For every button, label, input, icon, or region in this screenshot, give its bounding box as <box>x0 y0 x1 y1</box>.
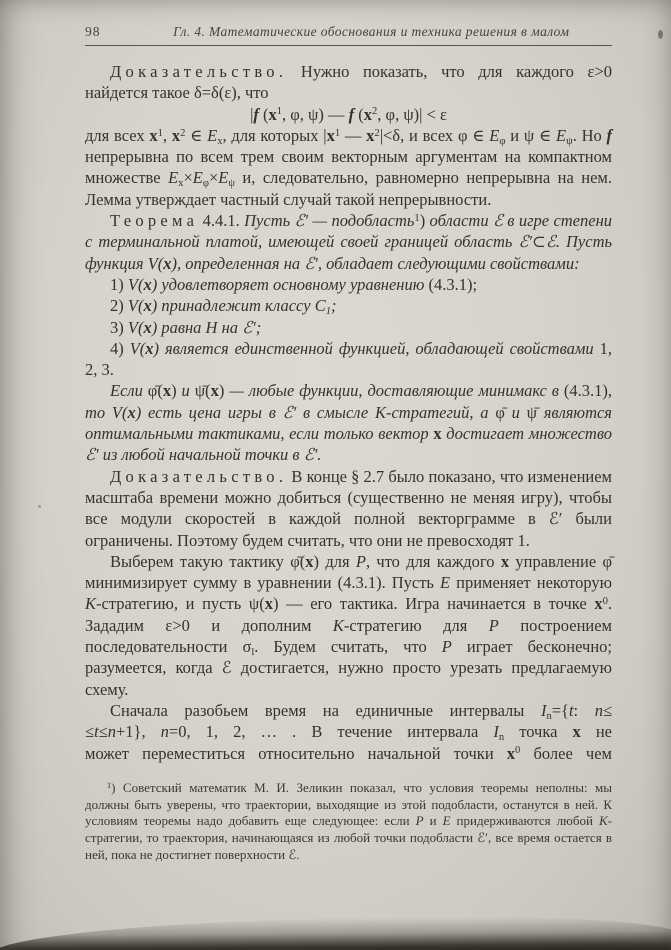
theorem-conclusion: Если φ̄(x) и ψ̄(x) — любые функции, доставляющие минимакс в (4.3.1), то V(x) есть цена игры в ℰ′ в смысле K-стратегий, а φ̄ и ψ̄ являются оптимальными тактиками, если только вектор x достигает множество ℰ′ из любой начальной точки в ℰ′. <box>85 381 613 465</box>
theorem-item-3: 3) V(x) равна H на ℰ′; <box>110 317 262 337</box>
spaced-word-teorema: Теорема <box>110 211 199 231</box>
running-head <box>85 24 612 40</box>
theorem-item-2: 2) V(x) принадлежит классу $C_1$; <box>110 296 337 317</box>
spaced-word-dokazatelstvo: Доказательство. <box>110 62 288 81</box>
paragraph-time-intervals: Сначала разобьем время на единичные интервалы $I_n=\{t$: n≤ ≤t≤n+1}, n=0, 1, 2, … . В течение интервала $I_n$ точка x не может переместиться относительно начальной точки $x^0$ более чем <box>85 700 612 763</box>
paragraph-lemma-continuation: для всех $x^1$, $x^2$ ∈ $E_x$, для которых $|x^1$ — $x^2|<\delta$, и всех φ ∈ $E_\varphi$ и ψ ∈ $E_\psi$. Но f непрерывна по всем трем своим векторным аргументам на компактном множестве $E_x\times E_\varphi\times E_\psi$ и, следовательно, равномерно непрерывна на нем. Лемма утверждает частный случай такой непрерывности. <box>85 125 613 209</box>
text-column <box>85 61 612 764</box>
running-title: Гл. 4. Математические обоснования и техника решения в малом <box>173 24 570 39</box>
footnote-1: $^1$) Советский математик М. И. Зеликин показал, что условия теоремы неполны: мы должны быть уверены, что траектории, выходящие из этой подобласти, останутся в ней. К условиям теоремы надо добавить еще следующее: если P и E придерживаются любой K-стратегии, то траектория, начинающаяся из любой точки подобласти ℰ′, все время остается в ней, пока не достигнет поверхности ℰ. <box>85 779 612 862</box>
paragraph-proof-theorem: Доказательство. В конце § 2.7 было показано, что изменением масштаба времени можно добиться (существенно не меняя игру), чтобы все модули скоростей в каждой полной векторграмме в ℰ′ были ограничены. Поэтому будем считать, что они не превосходят 1. <box>85 466 612 550</box>
formula-uniform-continuity: |f ($x^1$, φ, ψ) — f ($x^2$, φ, ψ)| < ε <box>250 104 447 124</box>
scan-speck <box>38 505 41 508</box>
page-bottom-shadow <box>0 916 671 950</box>
page-number: 98 <box>85 24 101 39</box>
theorem-441: Теорема 4.4.1. Пусть ℰ′ — подобласть$^1$) области ℰ в игре степени с терминальной платой, имеющей своей границей область ℰ′⊂ℰ. Пусть функция V(x), определенная на ℰ′, обладает следующими свойствами: <box>85 211 613 273</box>
footnote <box>85 780 612 864</box>
page-content <box>85 24 612 864</box>
paragraph-proof-lemma: Доказательство. Нужно показать, что для каждого ε>0 найдется такое δ=δ(ε), что <box>85 62 612 103</box>
theorem-item-1: 1) V(x) удовлетворяет основному уравнению (4.3.1); <box>110 274 478 294</box>
scan-speck <box>658 30 663 39</box>
spaced-word-dokazatelstvo: Доказательство. <box>110 466 288 486</box>
theorem-item-4: 4) V(x) является единственной функцией, обладающей свойствами 1, 2, 3. <box>85 338 613 380</box>
header-rule <box>85 45 612 46</box>
paragraph-tactic-choice: Выберем такую тактику φ̄(x) для P, что для каждого x управление φ̄ минимизирует сумму в уравнении (4.3.1). Пусть E применяет некоторую K-стратегию, и пусть ψ(x) — его тактика. Игра начинается в точке $x^0$. Зададим ε>0 и дополним K-стратегию для P построением последовательности $\sigma_l$. Будем считать, что P играет бесконечно; разумеется, когда ℰ достигается, нужно просто урезать предлагаемую схему. <box>85 551 612 699</box>
